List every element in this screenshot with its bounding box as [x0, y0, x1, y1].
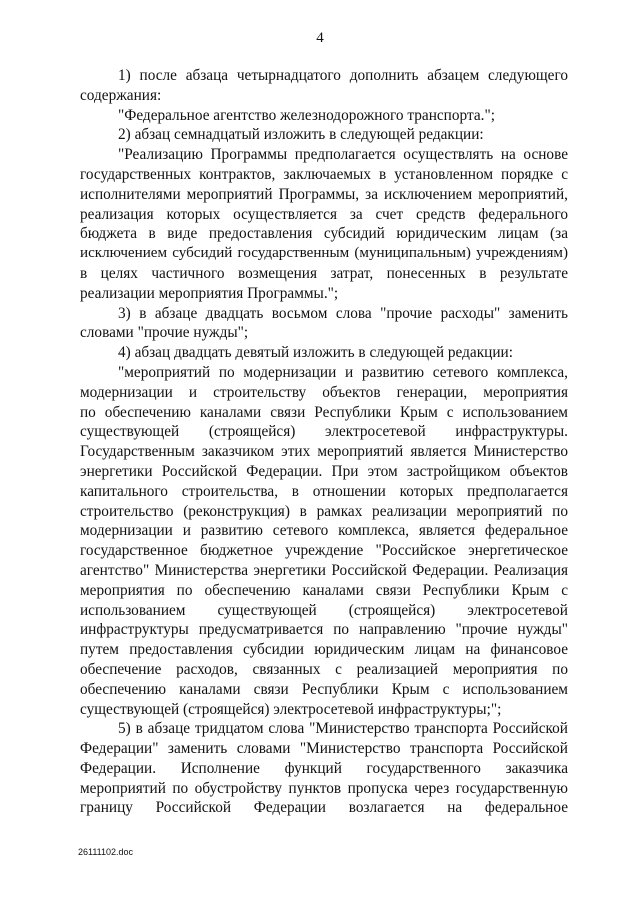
text-line: капитального строительства, в отношении которых предполагается [80, 482, 568, 500]
text-line: реализация которых осуществляется за счет средств федерального [80, 205, 568, 223]
text-line: модернизации и строительству объектов генерации, мероприятия [80, 383, 568, 401]
text-line: исполнителями мероприятий Программы, за исключением мероприятий, [80, 185, 568, 203]
text-line: "Федеральное агентство железнодорожного транспорта."; [118, 106, 495, 124]
text-line: государственное бюджетное учреждение "Российское энергетическое [80, 542, 568, 560]
text-line: 4) абзац двадцать девятый изложить в следующей редакции: [118, 344, 513, 362]
text-line: "мероприятий по модернизации и развитию сетевого комплекса, [118, 363, 568, 381]
text-line: обеспечению каналами связи Республики Крым с использованием [80, 680, 568, 698]
text-line: содержания: [80, 86, 162, 104]
text-line: использованием существующей (строящейся) электросетевой [80, 601, 568, 619]
file-name-footer: 26111102.doc [78, 847, 134, 857]
text-line: 3) в абзаце двадцать восьмом слова "прочие расходы" заменить [118, 304, 568, 322]
page-number: 4 [316, 30, 324, 46]
text-line: бюджета в виде предоставления субсидий юридическим лицам (за [80, 225, 568, 243]
text-line: 2) абзац семнадцатый изложить в следующей редакции: [118, 126, 484, 144]
text-line: Федерации. Исполнение функций государственного заказчика [80, 759, 568, 777]
text-line: энергетики Российской Федерации. При этом застройщиком объектов [80, 462, 568, 480]
text-line: путем предоставления субсидии юридическим лицам на финансовое [80, 641, 568, 659]
text-line: в целях частичного возмещения затрат, понесенных в результате [80, 264, 568, 282]
text-line: существующей (строящейся) электросетевой инфраструктуры. [80, 423, 568, 441]
text-line: исключением субсидий государственным (муниципальным) учреждениям) [80, 245, 568, 262]
document-body [80, 66, 568, 818]
text-line: словами "прочие нужды"; [80, 324, 249, 342]
text-line: границу Российской Федерации возлагается на федеральное [80, 799, 568, 817]
text-line: 1) после абзаца четырнадцатого дополнить абзацем следующего [118, 67, 568, 84]
text-line: инфраструктуры предусматривается по направлению "прочие нужды" [80, 621, 568, 639]
text-line: мероприятий по обустройству пунктов пропуска через государственную [80, 779, 568, 797]
text-line: 5) в абзаце тридцатом слова "Министерство транспорта Российской [118, 720, 568, 738]
text-line: государственных контрактов, заключаемых в установленном порядке с [80, 165, 568, 183]
text-line: Федерации" заменить словами "Министерство транспорта Российской [80, 740, 568, 758]
text-line: существующей (строящейся) электросетевой инфраструктуры;"; [80, 700, 502, 718]
text-line: мероприятия по обеспечению каналами связи Республики Крым с [80, 581, 568, 599]
text-line: "Реализацию Программы предполагается осуществлять на основе [118, 146, 568, 164]
text-line: Государственным заказчиком этих мероприятий является Министерство [80, 443, 568, 461]
text-line: агентство" Министерства энергетики Российской Федерации. Реализация [80, 561, 568, 579]
text-line: по обеспечению каналами связи Республики Крым с использованием [80, 403, 568, 421]
text-line: обеспечение расходов, связанных с реализацией мероприятия по [80, 660, 568, 678]
text-line: реализации мероприятия Программы."; [80, 284, 339, 302]
text-line: модернизации и развитию сетевого комплекса, является федеральное [80, 522, 568, 540]
text-line: строительство (реконструкция) в рамках реализации мероприятий по [80, 502, 568, 520]
